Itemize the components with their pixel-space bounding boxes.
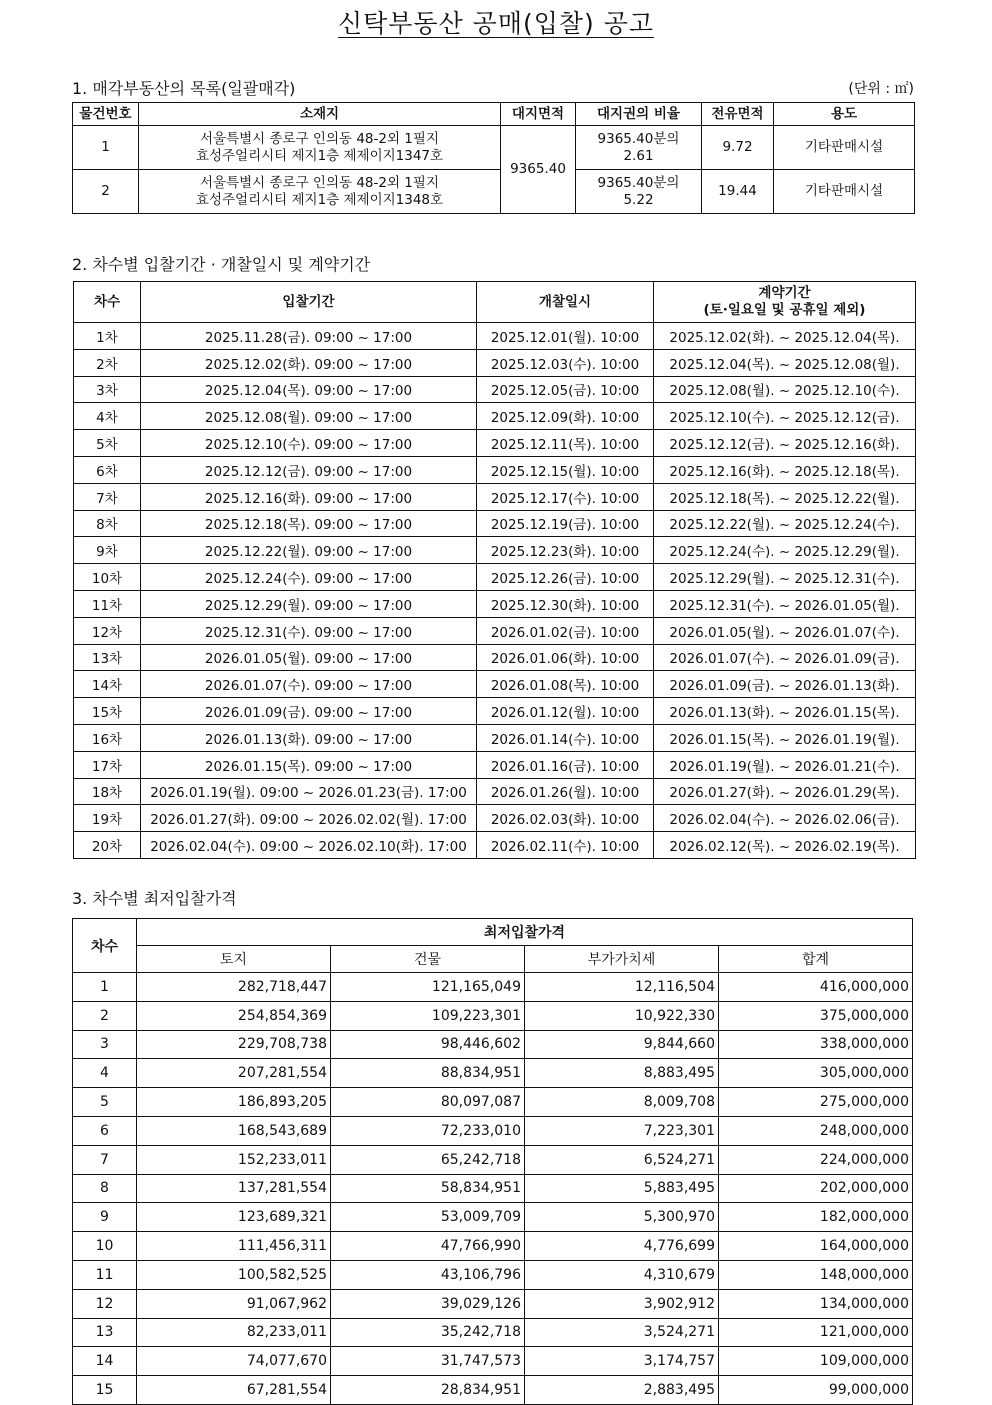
bid-period-cell: 2026.01.07(수). 09:00 ~ 17:00 <box>141 671 477 698</box>
table-row <box>73 1232 913 1261</box>
contract-period-cell: 2026.01.13(화). ~ 2026.01.15(목). <box>654 698 916 725</box>
land-price-cell: 100,582,525 <box>137 1260 331 1289</box>
min-price-table <box>72 918 913 1405</box>
table-row <box>73 1289 913 1318</box>
contract-period-cell: 2025.12.08(월). ~ 2025.12.10(수). <box>654 376 916 403</box>
contract-period-cell: 2026.02.04(수). ~ 2026.02.06(금). <box>654 805 916 832</box>
building-price-cell: 109,223,301 <box>331 1001 525 1030</box>
table-row <box>73 1174 913 1203</box>
building-price-cell: 72,233,010 <box>331 1116 525 1145</box>
item-no: 2 <box>73 170 139 214</box>
table-subheader-row <box>73 946 913 973</box>
table-row <box>74 590 916 617</box>
table-row <box>73 1376 913 1405</box>
table-row <box>74 376 916 403</box>
header-location: 소재지 <box>139 103 501 126</box>
building-price-cell: 88,834,951 <box>331 1059 525 1088</box>
building-price-cell: 28,834,951 <box>331 1376 525 1405</box>
header-bid-period: 입찰기간 <box>141 282 477 323</box>
open-date-cell: 2025.12.03(수). 10:00 <box>477 349 654 376</box>
contract-period-cell: 2025.12.31(수). ~ 2026.01.05(월). <box>654 590 916 617</box>
round-cell: 5차 <box>74 430 141 457</box>
table-row <box>74 832 916 859</box>
table-row <box>73 126 915 170</box>
open-date-cell: 2026.01.12(월). 10:00 <box>477 698 654 725</box>
contract-period-cell: 2025.12.18(목). ~ 2025.12.22(월). <box>654 483 916 510</box>
open-date-cell: 2026.01.08(목). 10:00 <box>477 671 654 698</box>
contract-period-cell: 2025.12.12(금). ~ 2025.12.16(화). <box>654 430 916 457</box>
land-price-cell: 91,067,962 <box>137 1289 331 1318</box>
building-price-cell: 31,747,573 <box>331 1347 525 1376</box>
use: 기타판매시설 <box>774 170 915 214</box>
open-date-cell: 2025.12.09(화). 10:00 <box>477 403 654 430</box>
total-price-cell: 202,000,000 <box>719 1174 913 1203</box>
exclusive-area: 19.44 <box>702 170 774 214</box>
vat-cell: 5,300,970 <box>525 1203 719 1232</box>
open-date-cell: 2025.12.23(화). 10:00 <box>477 537 654 564</box>
round-cell: 9 <box>73 1203 137 1232</box>
land-price-cell: 207,281,554 <box>137 1059 331 1088</box>
table-row <box>74 724 916 751</box>
round-cell: 18차 <box>74 778 141 805</box>
item-no: 1 <box>73 126 139 170</box>
bid-period-cell: 2026.01.27(화). 09:00 ~ 2026.02.02(월). 17:00 <box>141 805 477 832</box>
bid-period-cell: 2025.11.28(금). 09:00 ~ 17:00 <box>141 323 477 350</box>
round-cell: 3 <box>73 1030 137 1059</box>
table-row <box>74 349 916 376</box>
contract-period-cell: 2026.01.27(화). ~ 2026.01.29(목). <box>654 778 916 805</box>
round-cell: 10 <box>73 1232 137 1261</box>
land-price-cell: 229,708,738 <box>137 1030 331 1059</box>
round-cell: 11 <box>73 1260 137 1289</box>
header-exclusive-area: 전유면적 <box>702 103 774 126</box>
land-price-cell: 186,893,205 <box>137 1088 331 1117</box>
round-cell: 1 <box>73 973 137 1002</box>
header-use: 용도 <box>774 103 915 126</box>
land-price-cell: 137,281,554 <box>137 1174 331 1203</box>
section1-heading: 1. 매각부동산의 목록(일괄매각) <box>72 79 296 98</box>
vat-cell: 5,883,495 <box>525 1174 719 1203</box>
address-line2: 효성주얼리시티 제지1층 제제이지1348호 <box>195 191 444 208</box>
round-cell: 1차 <box>74 323 141 350</box>
table-row <box>73 1030 913 1059</box>
open-date-cell: 2026.01.02(금). 10:00 <box>477 617 654 644</box>
vat-cell: 9,844,660 <box>525 1030 719 1059</box>
building-price-cell: 47,766,990 <box>331 1232 525 1261</box>
ratio-line1: 9365.40분의 <box>597 174 680 191</box>
round-cell: 6차 <box>74 456 141 483</box>
open-date-cell: 2026.01.06(화). 10:00 <box>477 644 654 671</box>
round-cell: 12 <box>73 1289 137 1318</box>
building-price-cell: 98,446,602 <box>331 1030 525 1059</box>
land-price-cell: 282,718,447 <box>137 973 331 1002</box>
total-price-cell: 134,000,000 <box>719 1289 913 1318</box>
section3-heading: 3. 차수별 최저입찰가격 <box>72 889 237 908</box>
bid-period-cell: 2026.01.09(금). 09:00 ~ 17:00 <box>141 698 477 725</box>
total-price-cell: 375,000,000 <box>719 1001 913 1030</box>
open-date-cell: 2025.12.05(금). 10:00 <box>477 376 654 403</box>
total-price-cell: 182,000,000 <box>719 1203 913 1232</box>
bid-period-cell: 2026.01.13(화). 09:00 ~ 17:00 <box>141 724 477 751</box>
header-min-price: 최저입찰가격 <box>137 919 913 946</box>
building-price-cell: 58,834,951 <box>331 1174 525 1203</box>
location <box>139 126 501 170</box>
vat-cell: 2,883,495 <box>525 1376 719 1405</box>
exclusive-area: 9.72 <box>702 126 774 170</box>
header-vat: 부가가치세 <box>525 946 719 973</box>
open-date-cell: 2025.12.17(수). 10:00 <box>477 483 654 510</box>
table-row <box>74 671 916 698</box>
property-list-table <box>72 102 915 214</box>
land-area: 9365.40 <box>501 126 576 214</box>
open-date-cell: 2026.01.16(금). 10:00 <box>477 751 654 778</box>
land-price-cell: 152,233,011 <box>137 1145 331 1174</box>
bid-period-cell: 2026.02.04(수). 09:00 ~ 2026.02.10(화). 17:00 <box>141 832 477 859</box>
contract-title: 계약기간 <box>758 285 811 301</box>
bid-period-cell: 2026.01.05(월). 09:00 ~ 17:00 <box>141 644 477 671</box>
bid-period-cell: 2025.12.29(월). 09:00 ~ 17:00 <box>141 590 477 617</box>
round-cell: 8 <box>73 1174 137 1203</box>
bid-period-cell: 2025.12.02(화). 09:00 ~ 17:00 <box>141 349 477 376</box>
open-date-cell: 2026.02.11(수). 10:00 <box>477 832 654 859</box>
round-cell: 9차 <box>74 537 141 564</box>
location <box>139 170 501 214</box>
total-price-cell: 275,000,000 <box>719 1088 913 1117</box>
table-row <box>74 778 916 805</box>
building-price-cell: 121,165,049 <box>331 973 525 1002</box>
address-line1: 서울특별시 종로구 인의동 48-2외 1필지 <box>200 130 439 147</box>
total-price-cell: 148,000,000 <box>719 1260 913 1289</box>
ratio-line2: 5.22 <box>623 191 654 208</box>
table-row <box>74 644 916 671</box>
open-date-cell: 2025.12.11(목). 10:00 <box>477 430 654 457</box>
open-date-cell: 2026.01.26(월). 10:00 <box>477 778 654 805</box>
contract-period-cell: 2026.01.05(월). ~ 2026.01.07(수). <box>654 617 916 644</box>
contract-note: (토·일요일 및 공휴일 제외) <box>703 302 866 318</box>
table-row <box>74 751 916 778</box>
round-cell: 5 <box>73 1088 137 1117</box>
header-land: 토지 <box>137 946 331 973</box>
open-date-cell: 2025.12.01(월). 10:00 <box>477 323 654 350</box>
table-row <box>74 698 916 725</box>
table-row <box>73 1001 913 1030</box>
building-price-cell: 35,242,718 <box>331 1318 525 1347</box>
address-line1: 서울특별시 종로구 인의동 48-2외 1필지 <box>200 174 439 191</box>
land-ratio <box>576 126 702 170</box>
bid-period-cell: 2025.12.31(수). 09:00 ~ 17:00 <box>141 617 477 644</box>
contract-period-cell: 2025.12.24(수). ~ 2025.12.29(월). <box>654 537 916 564</box>
total-price-cell: 305,000,000 <box>719 1059 913 1088</box>
total-price-cell: 164,000,000 <box>719 1232 913 1261</box>
use: 기타판매시설 <box>774 126 915 170</box>
vat-cell: 6,524,271 <box>525 1145 719 1174</box>
table-header-row <box>73 103 915 126</box>
table-row <box>74 564 916 591</box>
round-cell: 16차 <box>74 724 141 751</box>
page-title: 신탁부동산 공매(입찰) 공고 <box>337 9 655 38</box>
header-open-date: 개찰일시 <box>477 282 654 323</box>
total-price-cell: 338,000,000 <box>719 1030 913 1059</box>
table-header-row <box>74 282 916 323</box>
open-date-cell: 2026.02.03(화). 10:00 <box>477 805 654 832</box>
round-cell: 20차 <box>74 832 141 859</box>
header-round: 차수 <box>73 919 137 973</box>
bid-period-cell: 2026.01.19(월). 09:00 ~ 2026.01.23(금). 17:00 <box>141 778 477 805</box>
vat-cell: 3,524,271 <box>525 1318 719 1347</box>
table-row <box>73 1260 913 1289</box>
round-cell: 14차 <box>74 671 141 698</box>
round-cell: 10차 <box>74 564 141 591</box>
round-cell: 13 <box>73 1318 137 1347</box>
bid-period-cell: 2025.12.12(금). 09:00 ~ 17:00 <box>141 456 477 483</box>
table-row <box>73 1088 913 1117</box>
bid-period-cell: 2025.12.04(목). 09:00 ~ 17:00 <box>141 376 477 403</box>
header-contract-period <box>654 282 916 323</box>
open-date-cell: 2025.12.15(월). 10:00 <box>477 456 654 483</box>
bid-period-cell: 2025.12.16(화). 09:00 ~ 17:00 <box>141 483 477 510</box>
contract-period-cell: 2026.01.19(월). ~ 2026.01.21(수). <box>654 751 916 778</box>
round-cell: 14 <box>73 1347 137 1376</box>
table-row <box>74 403 916 430</box>
round-cell: 2 <box>73 1001 137 1030</box>
land-price-cell: 67,281,554 <box>137 1376 331 1405</box>
bid-period-cell: 2025.12.22(월). 09:00 ~ 17:00 <box>141 537 477 564</box>
round-cell: 2차 <box>74 349 141 376</box>
section2-heading: 2. 차수별 입찰기간 · 개찰일시 및 계약기간 <box>72 255 371 274</box>
table-row <box>73 1116 913 1145</box>
bid-period-cell: 2025.12.24(수). 09:00 ~ 17:00 <box>141 564 477 591</box>
round-cell: 6 <box>73 1116 137 1145</box>
table-row <box>74 537 916 564</box>
header-round: 차수 <box>74 282 141 323</box>
land-price-cell: 82,233,011 <box>137 1318 331 1347</box>
table-row <box>74 483 916 510</box>
round-cell: 12차 <box>74 617 141 644</box>
table-row <box>74 456 916 483</box>
total-price-cell: 224,000,000 <box>719 1145 913 1174</box>
contract-period-cell: 2025.12.10(수). ~ 2025.12.12(금). <box>654 403 916 430</box>
contract-period-cell: 2026.02.12(목). ~ 2026.02.19(목). <box>654 832 916 859</box>
vat-cell: 8,883,495 <box>525 1059 719 1088</box>
open-date-cell: 2026.01.14(수). 10:00 <box>477 724 654 751</box>
table-row <box>73 1318 913 1347</box>
table-row <box>73 1203 913 1232</box>
round-cell: 3차 <box>74 376 141 403</box>
address-line2: 효성주얼리시티 제지1층 제제이지1347호 <box>195 147 444 164</box>
vat-cell: 8,009,708 <box>525 1088 719 1117</box>
table-row <box>74 805 916 832</box>
round-cell: 7 <box>73 1145 137 1174</box>
schedule-table <box>73 281 916 859</box>
land-price-cell: 168,543,689 <box>137 1116 331 1145</box>
vat-cell: 3,174,757 <box>525 1347 719 1376</box>
table-row <box>74 430 916 457</box>
total-price-cell: 109,000,000 <box>719 1347 913 1376</box>
vat-cell: 12,116,504 <box>525 973 719 1002</box>
round-cell: 4 <box>73 1059 137 1088</box>
contract-period-cell: 2026.01.07(수). ~ 2026.01.09(금). <box>654 644 916 671</box>
vat-cell: 10,922,330 <box>525 1001 719 1030</box>
vat-cell: 7,223,301 <box>525 1116 719 1145</box>
header-item-no: 물건번호 <box>73 103 139 126</box>
contract-period-cell: 2025.12.22(월). ~ 2025.12.24(수). <box>654 510 916 537</box>
total-price-cell: 416,000,000 <box>719 973 913 1002</box>
table-row <box>74 617 916 644</box>
land-price-cell: 123,689,321 <box>137 1203 331 1232</box>
contract-period-cell: 2026.01.09(금). ~ 2026.01.13(화). <box>654 671 916 698</box>
header-total: 합계 <box>719 946 913 973</box>
ratio-line2: 2.61 <box>623 147 654 164</box>
total-price-cell: 99,000,000 <box>719 1376 913 1405</box>
bid-period-cell: 2026.01.15(목). 09:00 ~ 17:00 <box>141 751 477 778</box>
vat-cell: 3,902,912 <box>525 1289 719 1318</box>
vat-cell: 4,310,679 <box>525 1260 719 1289</box>
table-row <box>74 323 916 350</box>
building-price-cell: 43,106,796 <box>331 1260 525 1289</box>
table-row <box>73 1059 913 1088</box>
bid-period-cell: 2025.12.18(목). 09:00 ~ 17:00 <box>141 510 477 537</box>
table-row <box>73 1347 913 1376</box>
header-land-ratio: 대지권의 비율 <box>576 103 702 126</box>
ratio-line1: 9365.40분의 <box>597 130 680 147</box>
table-row <box>73 973 913 1002</box>
unit-label: (단위 : ㎡) <box>848 81 914 97</box>
contract-period-cell: 2026.01.15(목). ~ 2026.01.19(월). <box>654 724 916 751</box>
header-land-area: 대지면적 <box>501 103 576 126</box>
round-cell: 13차 <box>74 644 141 671</box>
table-row <box>73 1145 913 1174</box>
contract-period-cell: 2025.12.29(월). ~ 2025.12.31(수). <box>654 564 916 591</box>
round-cell: 17차 <box>74 751 141 778</box>
contract-period-cell: 2025.12.02(화). ~ 2025.12.04(목). <box>654 323 916 350</box>
land-price-cell: 254,854,369 <box>137 1001 331 1030</box>
round-cell: 15 <box>73 1376 137 1405</box>
contract-period-cell: 2025.12.16(화). ~ 2025.12.18(목). <box>654 456 916 483</box>
round-cell: 7차 <box>74 483 141 510</box>
land-ratio <box>576 170 702 214</box>
bid-period-cell: 2025.12.10(수). 09:00 ~ 17:00 <box>141 430 477 457</box>
building-price-cell: 80,097,087 <box>331 1088 525 1117</box>
round-cell: 19차 <box>74 805 141 832</box>
vat-cell: 4,776,699 <box>525 1232 719 1261</box>
open-date-cell: 2025.12.19(금). 10:00 <box>477 510 654 537</box>
open-date-cell: 2025.12.30(화). 10:00 <box>477 590 654 617</box>
round-cell: 8차 <box>74 510 141 537</box>
round-cell: 15차 <box>74 698 141 725</box>
round-cell: 4차 <box>74 403 141 430</box>
land-price-cell: 111,456,311 <box>137 1232 331 1261</box>
open-date-cell: 2025.12.26(금). 10:00 <box>477 564 654 591</box>
round-cell: 11차 <box>74 590 141 617</box>
building-price-cell: 39,029,126 <box>331 1289 525 1318</box>
table-header-row <box>73 919 913 946</box>
bid-period-cell: 2025.12.08(월). 09:00 ~ 17:00 <box>141 403 477 430</box>
building-price-cell: 65,242,718 <box>331 1145 525 1174</box>
table-row <box>73 170 915 214</box>
land-price-cell: 74,077,670 <box>137 1347 331 1376</box>
header-building: 건물 <box>331 946 525 973</box>
total-price-cell: 121,000,000 <box>719 1318 913 1347</box>
contract-period-cell: 2025.12.04(목). ~ 2025.12.08(월). <box>654 349 916 376</box>
building-price-cell: 53,009,709 <box>331 1203 525 1232</box>
table-row <box>74 510 916 537</box>
total-price-cell: 248,000,000 <box>719 1116 913 1145</box>
